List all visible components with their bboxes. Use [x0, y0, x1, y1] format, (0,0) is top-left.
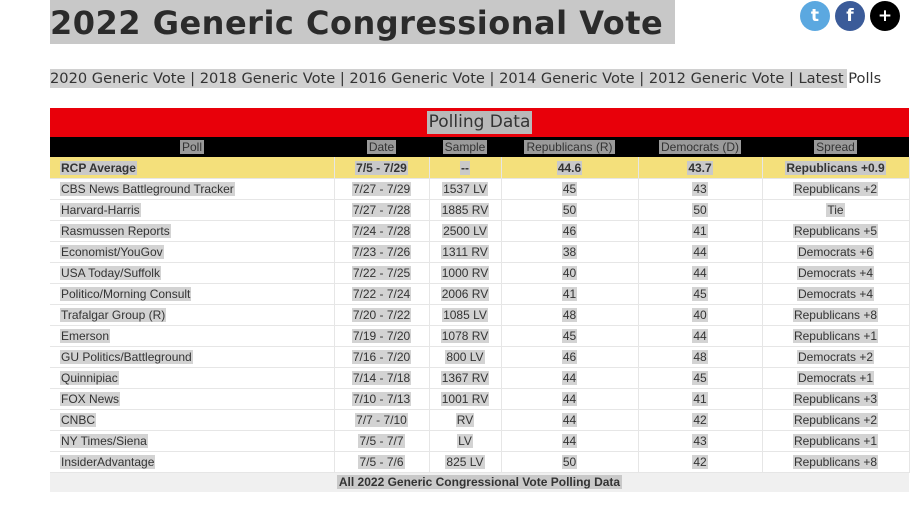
poll-date: 7/14 - 7/18 — [334, 368, 429, 389]
democrats-value: 41 — [638, 221, 762, 242]
share-plus-icon[interactable]: + — [870, 1, 900, 31]
poll-name-link[interactable]: Harvard-Harris — [50, 200, 334, 221]
poll-date: 7/5 - 7/7 — [334, 431, 429, 452]
table-row — [50, 242, 909, 263]
poll-sample: 1311 RV — [429, 242, 501, 263]
polling-table — [50, 137, 910, 473]
average-democrats: 43.7 — [638, 157, 762, 179]
poll-name-link[interactable]: GU Politics/Battleground — [50, 347, 334, 368]
spread-value: Republicans +8 — [762, 305, 909, 326]
social-share-bar — [800, 1, 900, 31]
twitter-icon[interactable]: t — [800, 1, 830, 31]
poll-date: 7/22 - 7/24 — [334, 284, 429, 305]
republicans-value: 45 — [501, 179, 638, 200]
poll-sample: 2500 LV — [429, 221, 501, 242]
democrats-value: 44 — [638, 326, 762, 347]
republicans-value: 44 — [501, 368, 638, 389]
poll-sample: 1000 RV — [429, 263, 501, 284]
spread-value: Tie — [762, 200, 909, 221]
col-header-republicans[interactable]: Republicans (R) — [501, 137, 638, 157]
poll-name-link[interactable]: Economist/YouGov — [50, 242, 334, 263]
republicans-value: 40 — [501, 263, 638, 284]
republicans-value: 50 — [501, 452, 638, 473]
poll-sample: 2006 RV — [429, 284, 501, 305]
poll-name-link[interactable]: Quinnipiac — [50, 368, 334, 389]
table-header-row — [50, 137, 909, 157]
facebook-icon[interactable]: f — [835, 1, 865, 31]
spread-value: Democrats +6 — [762, 242, 909, 263]
poll-name-link[interactable]: USA Today/Suffolk — [50, 263, 334, 284]
table-row — [50, 179, 909, 200]
rcp-average-row — [50, 157, 909, 179]
table-title-bar — [50, 108, 909, 137]
republicans-value: 45 — [501, 326, 638, 347]
nav-link-2018[interactable]: 2018 Generic Vote — [199, 70, 336, 87]
col-header-spread[interactable]: Spread — [762, 137, 909, 157]
nav-link-latest-polls[interactable]: Latest Polls — [798, 70, 882, 87]
poll-sample: 1001 RV — [429, 389, 501, 410]
col-header-poll[interactable]: Poll — [50, 137, 334, 157]
related-polls-nav: 2020 Generic Vote | 2018 Generic Vote | 2016 Generic Vote | 2014 Generic Vote | 2012 Generic Vote | Latest Polls — [50, 70, 882, 87]
spread-value: Republicans +1 — [762, 326, 909, 347]
republicans-value: 48 — [501, 305, 638, 326]
poll-name-link[interactable]: CBS News Battleground Tracker — [50, 179, 334, 200]
polling-table-container — [50, 108, 909, 492]
all-polling-data-link[interactable]: All 2022 Generic Congressional Vote Polling Data — [338, 475, 621, 489]
poll-sample: 800 LV — [429, 347, 501, 368]
table-row — [50, 200, 909, 221]
nav-link-2012[interactable]: 2012 Generic Vote — [648, 70, 785, 87]
table-row — [50, 221, 909, 242]
spread-value: Republicans +2 — [762, 410, 909, 431]
poll-name-link[interactable]: FOX News — [50, 389, 334, 410]
republicans-value: 50 — [501, 200, 638, 221]
poll-date: 7/24 - 7/28 — [334, 221, 429, 242]
spread-value: Democrats +4 — [762, 263, 909, 284]
poll-name-link[interactable]: Emerson — [50, 326, 334, 347]
average-sample: -- — [429, 157, 501, 179]
spread-value: Democrats +4 — [762, 284, 909, 305]
table-row — [50, 263, 909, 284]
table-row — [50, 389, 909, 410]
table-footer — [50, 473, 909, 492]
table-row — [50, 284, 909, 305]
table-row — [50, 410, 909, 431]
poll-sample: 1085 LV — [429, 305, 501, 326]
poll-date: 7/19 - 7/20 — [334, 326, 429, 347]
spread-value: Democrats +1 — [762, 368, 909, 389]
poll-name-link[interactable]: Politico/Morning Consult — [50, 284, 334, 305]
spread-value: Republicans +5 — [762, 221, 909, 242]
poll-name-link[interactable]: NY Times/Siena — [50, 431, 334, 452]
poll-date: 7/16 - 7/20 — [334, 347, 429, 368]
col-header-sample[interactable]: Sample — [429, 137, 501, 157]
poll-date: 7/22 - 7/25 — [334, 263, 429, 284]
republicans-value: 44 — [501, 410, 638, 431]
table-row — [50, 452, 909, 473]
table-row — [50, 305, 909, 326]
nav-link-2014[interactable]: 2014 Generic Vote — [499, 70, 635, 87]
poll-date: 7/5 - 7/6 — [334, 452, 429, 473]
table-title: Polling Data — [428, 112, 531, 132]
poll-sample: 1078 RV — [429, 326, 501, 347]
democrats-value: 45 — [638, 284, 762, 305]
poll-name-link[interactable]: CNBC — [50, 410, 334, 431]
nav-link-2016[interactable]: 2016 Generic Vote — [349, 70, 485, 87]
poll-sample: 1367 RV — [429, 368, 501, 389]
spread-value: Democrats +2 — [762, 347, 909, 368]
democrats-value: 44 — [638, 242, 762, 263]
democrats-value: 41 — [638, 389, 762, 410]
spread-value: Republicans +2 — [762, 179, 909, 200]
spread-value: Republicans +1 — [762, 431, 909, 452]
col-header-democrats[interactable]: Democrats (D) — [638, 137, 762, 157]
poll-date: 7/23 - 7/26 — [334, 242, 429, 263]
poll-name-link[interactable]: Trafalgar Group (R) — [50, 305, 334, 326]
poll-sample: 1537 LV — [429, 179, 501, 200]
republicans-value: 44 — [501, 431, 638, 452]
poll-name-link[interactable]: InsiderAdvantage — [50, 452, 334, 473]
democrats-value: 45 — [638, 368, 762, 389]
democrats-value: 43 — [638, 179, 762, 200]
average-poll: RCP Average — [50, 157, 334, 179]
republicans-value: 44 — [501, 389, 638, 410]
average-date: 7/5 - 7/29 — [334, 157, 429, 179]
col-header-date[interactable]: Date — [334, 137, 429, 157]
spread-value: Republicans +8 — [762, 452, 909, 473]
republicans-value: 46 — [501, 221, 638, 242]
democrats-value: 40 — [638, 305, 762, 326]
democrats-value: 50 — [638, 200, 762, 221]
average-spread: Republicans +0.9 — [762, 157, 909, 179]
poll-sample: 825 LV — [429, 452, 501, 473]
page-title: 2022 Generic Congressional Vote — [50, 0, 675, 44]
poll-sample: LV — [429, 431, 501, 452]
table-row — [50, 431, 909, 452]
poll-date: 7/7 - 7/10 — [334, 410, 429, 431]
table-row — [50, 368, 909, 389]
republicans-value: 46 — [501, 347, 638, 368]
republicans-value: 41 — [501, 284, 638, 305]
democrats-value: 42 — [638, 452, 762, 473]
table-row — [50, 326, 909, 347]
poll-sample: 1885 RV — [429, 200, 501, 221]
democrats-value: 48 — [638, 347, 762, 368]
poll-sample: RV — [429, 410, 501, 431]
poll-date: 7/27 - 7/28 — [334, 200, 429, 221]
democrats-value: 43 — [638, 431, 762, 452]
democrats-value: 44 — [638, 263, 762, 284]
poll-date: 7/27 - 7/29 — [334, 179, 429, 200]
poll-name-link[interactable]: Rasmussen Reports — [50, 221, 334, 242]
average-republicans: 44.6 — [501, 157, 638, 179]
poll-date: 7/20 - 7/22 — [334, 305, 429, 326]
nav-link-2020[interactable]: 2020 Generic Vote — [50, 70, 186, 87]
poll-date: 7/10 - 7/13 — [334, 389, 429, 410]
democrats-value: 42 — [638, 410, 762, 431]
republicans-value: 38 — [501, 242, 638, 263]
spread-value: Republicans +3 — [762, 389, 909, 410]
table-row — [50, 347, 909, 368]
